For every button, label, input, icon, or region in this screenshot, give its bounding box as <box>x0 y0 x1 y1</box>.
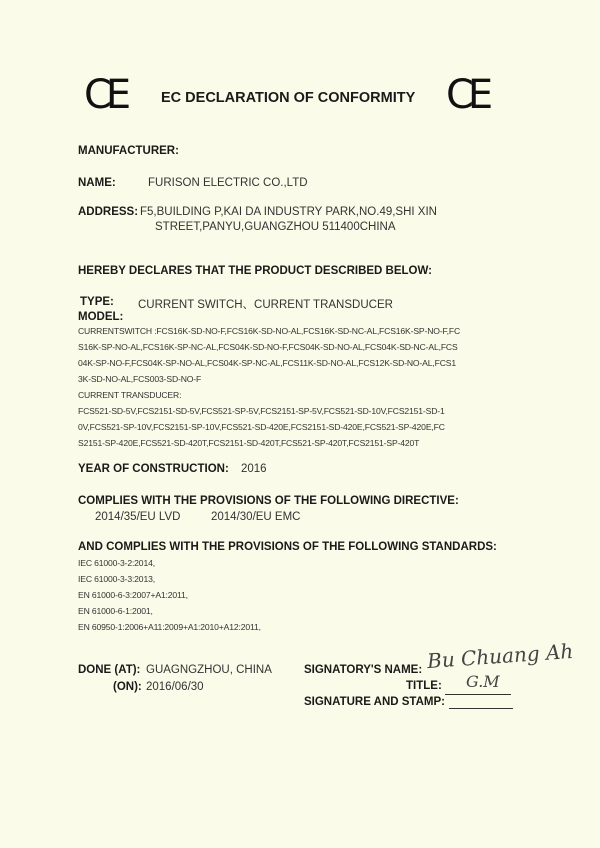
done-at-value: GUAGNGZHOU, CHINA <box>146 664 272 676</box>
model-line: 0V,FCS521-SP-10V,FCS2151-SP-10V,FCS521-SD-420E,FCS2151-SD-420E,FCS521-SP-420E,FC <box>78 422 445 432</box>
done-at-label: DONE (AT): <box>78 664 141 676</box>
title-label: TITLE: <box>406 680 442 692</box>
ce-logo-right: CE <box>446 72 488 118</box>
on-label: (ON): <box>113 681 142 693</box>
model-line: 04K-SP-NO-F,FCS04K-SP-NO-AL,FCS04K-SP-NC-AL,FCS11K-SD-NO-AL,FCS12K-SD-NO-AL,FCS1 <box>78 358 456 368</box>
construction-label: YEAR OF CONSTRUCTION: <box>78 463 229 475</box>
stamp-underline <box>449 708 513 709</box>
standard-item: IEC 61000-3-2:2014, <box>78 558 155 568</box>
ce-logo-left: CE <box>84 72 126 118</box>
model-line: S16K-SP-NO-AL,FCS16K-SP-NC-AL,FCS04K-SD-NO-F,FCS04K-SD-NO-AL,FCS04K-SD-NC-AL,FCS <box>78 342 458 352</box>
address-line-1: F5,BUILDING P,KAI DA INDUSTRY PARK,NO.49,SHI XIN <box>140 206 437 218</box>
stamp-label: SIGNATURE AND STAMP: <box>304 696 445 708</box>
model-line: CURRENT TRANSDUCER: <box>78 390 182 400</box>
document-title: EC DECLARATION OF CONFORMITY <box>161 90 416 106</box>
construction-value: 2016 <box>241 463 267 475</box>
title-value: G.M <box>466 672 500 691</box>
signatory-label: SIGNATORY'S NAME: <box>304 664 423 676</box>
model-line: 3K-SD-NO-AL,FCS003-SD-NO-F <box>78 374 202 384</box>
type-label: TYPE: <box>80 296 114 308</box>
directive-item: 2014/35/EU LVD <box>95 511 181 523</box>
model-line: CURRENTSWITCH :FCS16K-SD-NO-F,FCS16K-SD-NO-AL,FCS16K-SD-NC-AL,FCS16K-SP-NO-F,FC <box>78 326 461 336</box>
signatory-signature: Bu Chuang Ah <box>426 638 574 674</box>
model-label: MODEL: <box>78 311 124 323</box>
directive-item: 2014/30/EU EMC <box>211 511 301 523</box>
declaration-heading: HEREBY DECLARES THAT THE PRODUCT DESCRIBED BELOW: <box>78 265 432 277</box>
type-value: CURRENT SWITCH、CURRENT TRANSDUCER <box>138 299 393 311</box>
model-line: S2151-SP-420E,FCS521-SD-420T,FCS2151-SD-420T,FCS521-SP-420T,FCS2151-SP-420T <box>78 438 420 448</box>
standard-item: IEC 61000-3-3:2013, <box>78 574 155 584</box>
manufacturer-heading: MANUFACTURER: <box>78 145 179 157</box>
standard-item: EN 60950-1:2006+A11:2009+A1:2010+A12:2011, <box>78 622 261 632</box>
name-label: NAME: <box>78 177 116 189</box>
standard-item: EN 61000-6-1:2001, <box>78 606 153 616</box>
address-label: ADDRESS: <box>78 206 139 218</box>
name-value: FURISON ELECTRIC CO.,LTD <box>148 177 308 189</box>
directives-heading: COMPLIES WITH THE PROVISIONS OF THE FOLLOWING DIRECTIVE: <box>78 495 459 507</box>
standards-heading: AND COMPLIES WITH THE PROVISIONS OF THE FOLLOWING STANDARDS: <box>78 541 497 553</box>
model-line: FCS521-SD-5V,FCS2151-SD-5V,FCS521-SP-5V,FCS2151-SP-5V,FCS521-SD-10V,FCS2151-SD-1 <box>78 406 445 416</box>
standard-item: EN 61000-6-3:2007+A1:2011, <box>78 590 188 600</box>
on-value: 2016/06/30 <box>146 681 204 693</box>
address-line-2: STREET,PANYU,GUANGZHOU 511400CHINA <box>155 221 396 233</box>
title-underline <box>445 694 511 695</box>
